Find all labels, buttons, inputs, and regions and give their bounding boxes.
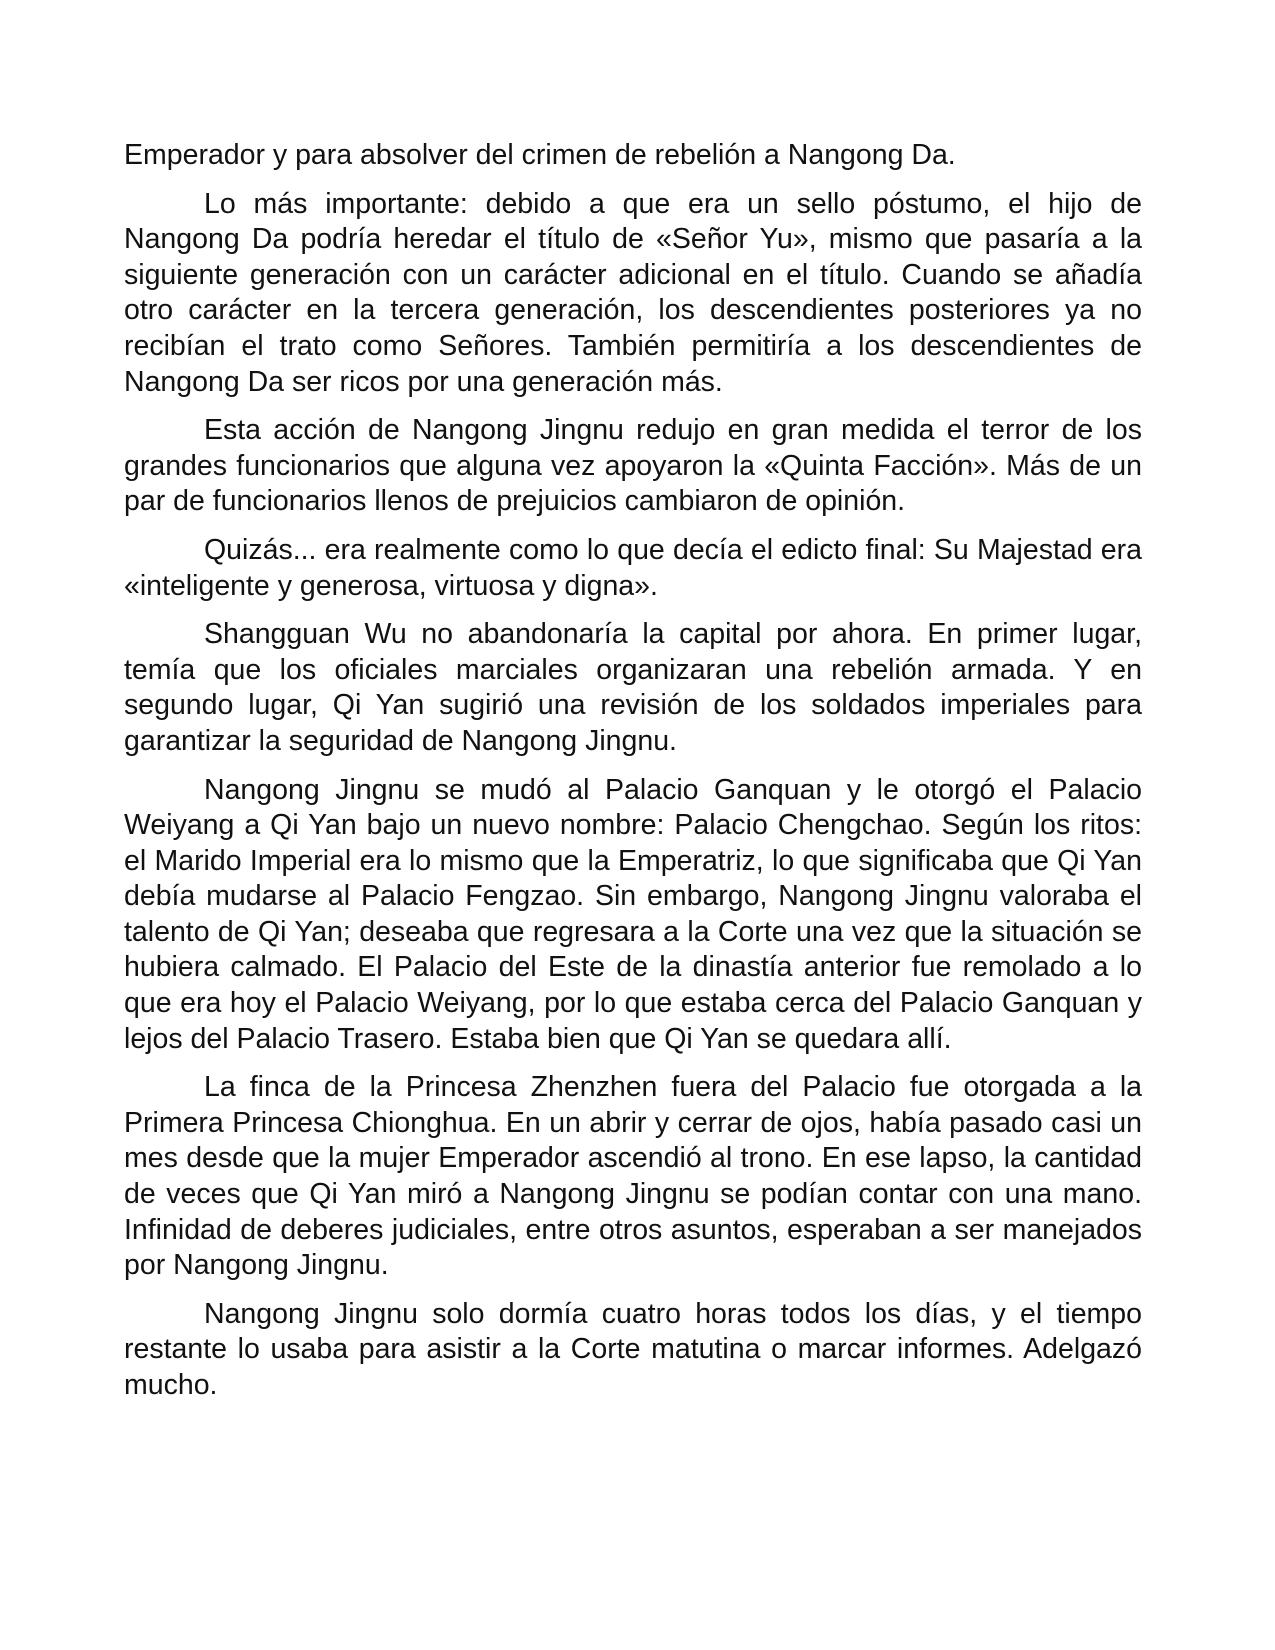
paragraph-2: Lo más importante: debido a que era un sello póstumo, el hijo de Nangong Da podría heredar el título de «Señor Yu», mismo que pasaría a la siguiente generación con un carácter adicional en el título. Cuando se añadía otro carácter en la tercera generación, los descendientes posteriores ya no recibían el trato como Señores. También permitiría a los descendientes de Nangong Da ser ricos por una generación más. [124,187,1142,398]
paragraph-1: Emperador y para absolver del crimen de rebelión a Nangong Da. [124,139,956,171]
paragraph-7: La finca de la Princesa Zhenzhen fuera del Palacio fue otorgada a la Primera Princesa Chionghua. En un abrir y cerrar de ojos, había pasado casi un mes desde que la mujer Emperador ascendió al trono. En ese lapso, la cantidad de veces que Qi Yan miró a Nangong Jingnu se podían contar con una mano. Infinidad de deberes judiciales, entre otros asuntos, esperaban a ser manejados por Nangong Jingnu. [124,1071,1142,1282]
document-page [124,138,1142,1417]
paragraph-5: Shangguan Wu no abandonaría la capital por ahora. En primer lugar, temía que los oficiales marciales organizaran una rebelión armada. Y en segundo lugar, Qi Yan sugirió una revisión de los soldados imperiales para garantizar la seguridad de Nangong Jingnu. [124,618,1142,757]
paragraph-8: Nangong Jingnu solo dormía cuatro horas todos los días, y el tiempo restante lo usaba para asistir a la Corte matutina o marcar informes. Adelgazó mucho. [124,1297,1142,1401]
paragraph-6: Nangong Jingnu se mudó al Palacio Ganquan y le otorgó el Palacio Weiyang a Qi Yan bajo un nuevo nombre: Palacio Chengchao. Según los ritos: el Marido Imperial era lo mismo que la Emperatriz, lo que significaba que Qi Yan debía mudarse al Palacio Fengzao. Sin embargo, Nangong Jingnu valoraba el talento de Qi Yan; deseaba que regresara a la Corte una vez que la situación se hubiera calmado. El Palacio del Este de la dinastía anterior fue remolado a lo que era hoy el Palacio Weiyang, por lo que estaba cerca del Palacio Ganquan y lejos del Palacio Trasero. Estaba bien que Qi Yan se quedara allí. [124,773,1142,1055]
paragraph-4: Quizás... era realmente como lo que decía el edicto final: Su Majestad era «inteligente y generosa, virtuosa y digna». [124,533,1142,602]
paragraph-3: Esta acción de Nangong Jingnu redujo en gran medida el terror de los grandes funcionarios que alguna vez apoyaron la «Quinta Facción». Más de un par de funcionarios llenos de prejuicios cambiaron de opinión. [124,414,1142,518]
